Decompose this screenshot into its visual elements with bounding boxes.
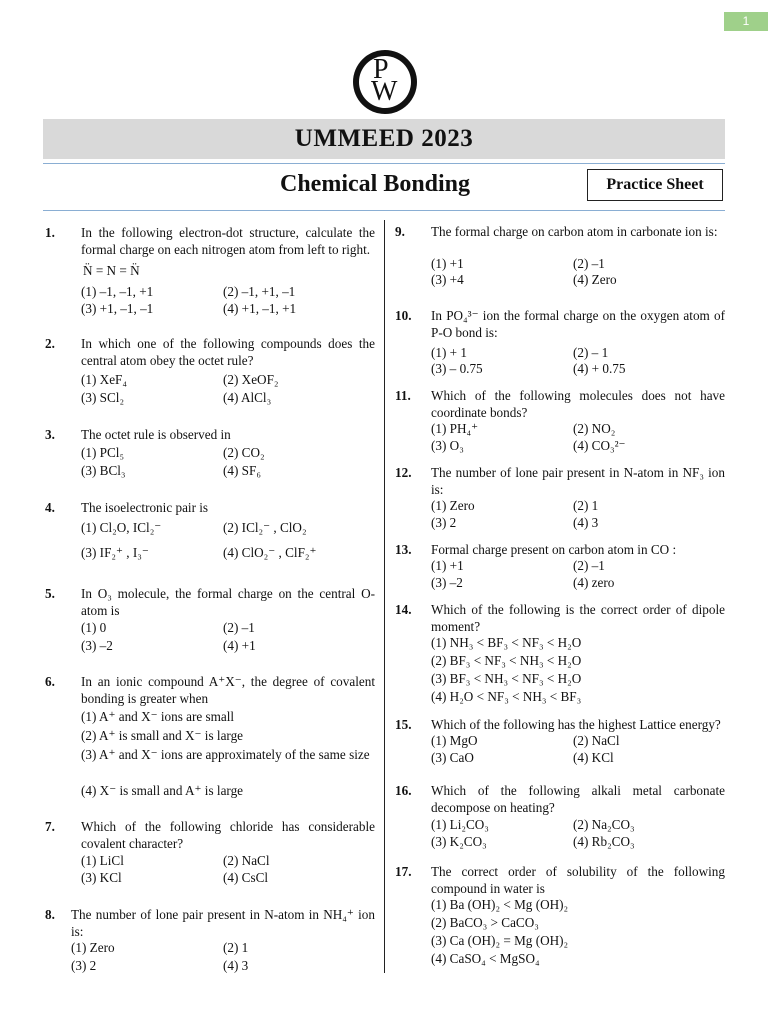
- option-2[interactable]: (2) BF₃ < NF₃ < NH₃ < H₂O: [431, 653, 582, 668]
- option-2[interactable]: (2) –1: [573, 558, 605, 573]
- option-3[interactable]: (3) –2: [431, 575, 463, 590]
- question-text: The formal charge on carbon atom in carbonate ion is:: [431, 224, 718, 239]
- page-number-badge: 1: [724, 12, 768, 31]
- question-number: 8.: [45, 907, 55, 922]
- option-1[interactable]: (1) –1, –1, +1: [81, 284, 154, 299]
- electron-dot-structure: N̈ = N = N̈: [83, 263, 140, 278]
- question-2: [45, 335, 375, 410]
- option-1[interactable]: (1) Zero: [71, 940, 115, 955]
- divider-rule: [43, 163, 725, 164]
- option-3[interactable]: (3) 2: [431, 515, 457, 530]
- question-text: The correct order of solubility of the following compound in water is: [431, 864, 725, 896]
- option-2[interactable]: (2) 1: [223, 940, 249, 955]
- option-2[interactable]: (2) NaCl: [223, 853, 270, 868]
- option-2[interactable]: (2) – 1: [573, 345, 609, 360]
- option-3[interactable]: (3) A⁺ and X⁻ ions are approximately of the same size: [81, 747, 370, 762]
- option-1[interactable]: (1) Cl₂O, ICl₂⁻: [81, 520, 162, 535]
- option-1[interactable]: (1) Li₂CO₃: [431, 817, 489, 832]
- question-text: In PO₄³⁻ ion the formal charge on the oxygen atom of P-O bond is:: [431, 308, 725, 340]
- question-6: [45, 673, 375, 803]
- option-3[interactable]: (3) O₃: [431, 438, 464, 453]
- option-4[interactable]: (4) +1, –1, +1: [223, 301, 297, 316]
- option-4[interactable]: (4) 3: [573, 515, 599, 530]
- question-10: [395, 307, 725, 382]
- option-2[interactable]: (2) –1: [223, 620, 255, 635]
- question-number: 14.: [395, 602, 412, 617]
- question-number: 16.: [395, 783, 412, 798]
- question-12: [395, 464, 725, 534]
- question-16: [395, 782, 725, 852]
- option-1[interactable]: (1) LiCl: [81, 853, 124, 868]
- option-4[interactable]: (4) H₂O < NF₃ < NH₃ < BF₃: [431, 689, 582, 704]
- logo-letter-p: P: [373, 54, 389, 85]
- option-3[interactable]: (3) +1, –1, –1: [81, 301, 154, 316]
- option-1[interactable]: (1) NH₃ < BF₃ < NF₃ < H₂O: [431, 635, 582, 650]
- option-1[interactable]: (1) PCl₅: [81, 445, 125, 460]
- option-3[interactable]: (3) Ca (OH)₂ = Mg (OH)₂: [431, 933, 569, 948]
- question-number: 10.: [395, 308, 412, 323]
- question-4: [45, 499, 375, 569]
- option-4[interactable]: (4) Rb₂CO₃: [573, 834, 635, 849]
- option-1[interactable]: (1) PH₄⁺: [431, 421, 479, 436]
- question-text: The number of lone pair present in N-atom in NH₄⁺ ion is:: [71, 907, 375, 939]
- question-text: The octet rule is observed in: [81, 427, 231, 442]
- question-17: [395, 863, 725, 973]
- column-divider: [384, 220, 385, 973]
- logo-letter-w: W: [371, 76, 398, 107]
- option-3[interactable]: (3) K₂CO₃: [431, 834, 487, 849]
- question-number: 6.: [45, 674, 55, 689]
- question-text: In an ionic compound A⁺X⁻, the degree of covalent bonding is greater when: [81, 674, 375, 706]
- option-1[interactable]: (1) + 1: [431, 345, 468, 360]
- option-3[interactable]: (3) IF₂⁺ , I₃⁻: [81, 545, 149, 560]
- option-2[interactable]: (2) NO₂: [573, 421, 616, 436]
- option-4[interactable]: (4) Zero: [573, 272, 617, 287]
- option-4[interactable]: (4) CsCl: [223, 870, 269, 885]
- option-4[interactable]: (4) 3: [223, 958, 249, 973]
- question-text: The isoelectronic pair is: [81, 500, 209, 515]
- subject-title: Chemical Bonding: [280, 171, 471, 197]
- option-3[interactable]: (3) BCl₃: [81, 463, 126, 478]
- question-text: In the following electron-dot structure, calculate the formal charge on each nitrogen atom from left to right.: [81, 225, 375, 257]
- question-number: 17.: [395, 864, 412, 879]
- option-4[interactable]: (4) AlCl₃: [223, 390, 272, 405]
- question-number: 7.: [45, 819, 55, 834]
- option-1[interactable]: (1) +1: [431, 558, 464, 573]
- question-number: 3.: [45, 427, 55, 442]
- option-2[interactable]: (2) –1: [573, 256, 605, 271]
- question-number: 15.: [395, 717, 412, 732]
- question-text: Formal charge present on carbon atom in CO :: [431, 542, 677, 557]
- option-3[interactable]: (3) BF₃ < NH₃ < NF₃ < H₂O: [431, 671, 582, 686]
- question-text: In which one of the following compounds does the central atom obey the octet rule?: [81, 336, 375, 368]
- option-4[interactable]: (4) X⁻ is small and A⁺ is large: [81, 783, 244, 798]
- option-4[interactable]: (4) CaSO₄ < MgSO₄: [431, 951, 540, 966]
- question-number: 4.: [45, 500, 55, 515]
- question-text: Which of the following molecules does not have coordinate bonds?: [431, 388, 725, 420]
- option-2[interactable]: (2) ICl₂⁻ , ClO₂: [223, 520, 307, 535]
- option-3[interactable]: (3) 2: [71, 958, 97, 973]
- option-1[interactable]: (1) XeF₄: [81, 372, 127, 387]
- question-number: 11.: [395, 388, 411, 403]
- option-4[interactable]: (4) + 0.75: [573, 361, 626, 376]
- question-3: [45, 426, 375, 486]
- question-14: [395, 601, 725, 706]
- question-9: [395, 223, 725, 293]
- option-4[interactable]: (4) SF₆: [223, 463, 261, 478]
- question-number: 2.: [45, 336, 55, 351]
- option-3[interactable]: (3) KCl: [81, 870, 122, 885]
- question-text: The number of lone pair present in N-atom in NF₃ ion is:: [431, 465, 725, 497]
- question-13: [395, 541, 725, 596]
- option-2[interactable]: (2) 1: [573, 498, 599, 513]
- question-number: 13.: [395, 542, 412, 557]
- question-text: Which of the following is the correct order of dipole moment?: [431, 602, 725, 634]
- option-4[interactable]: (4) CO₃²⁻: [573, 438, 626, 453]
- question-11: [395, 387, 725, 457]
- divider-rule: [43, 210, 725, 211]
- question-number: 1.: [45, 225, 55, 240]
- option-3[interactable]: (3) CaO: [431, 750, 474, 765]
- question-number: 12.: [395, 465, 412, 480]
- option-2[interactable]: (2) –1, +1, –1: [223, 284, 296, 299]
- option-2[interactable]: (2) NaCl: [573, 733, 620, 748]
- option-3[interactable]: (3) – 0.75: [431, 361, 483, 376]
- option-1[interactable]: (1) +1: [431, 256, 464, 271]
- question-8: [45, 906, 375, 976]
- practice-sheet-label: Practice Sheet: [587, 169, 723, 201]
- option-4[interactable]: (4) zero: [573, 575, 615, 590]
- question-text: Which of the following alkali metal carbonate decompose on heating?: [431, 783, 725, 815]
- option-2[interactable]: (2) A⁺ is small and X⁻ is large: [81, 728, 244, 743]
- option-3[interactable]: (3) SCl₂: [81, 390, 125, 405]
- option-1[interactable]: (1) A⁺ and X⁻ ions are small: [81, 709, 235, 724]
- question-1: [45, 224, 375, 324]
- option-4[interactable]: (4) ClO₂⁻ , ClF₂⁺: [223, 545, 317, 560]
- question-number: 9.: [395, 224, 405, 239]
- question-number: 5.: [45, 586, 55, 601]
- option-2[interactable]: (2) XeOF₂: [223, 372, 279, 387]
- option-4[interactable]: (4) KCl: [573, 750, 614, 765]
- pw-logo: [353, 50, 417, 114]
- option-2[interactable]: (2) Na₂CO₃: [573, 817, 635, 832]
- option-1[interactable]: (1) MgO: [431, 733, 478, 748]
- option-1[interactable]: (1) 0: [81, 620, 107, 635]
- question-text: In O₃ molecule, the formal charge on the central O-atom is: [81, 586, 375, 618]
- question-text: Which of the following chloride has considerable covalent character?: [81, 819, 375, 851]
- question-5: [45, 585, 375, 655]
- option-2[interactable]: (2) CO₂: [223, 445, 265, 460]
- option-1[interactable]: (1) Ba (OH)₂ < Mg (OH)₂: [431, 897, 569, 912]
- question-text: Which of the following has the highest Lattice energy?: [431, 717, 721, 732]
- question-7: [45, 818, 375, 888]
- option-1[interactable]: (1) Zero: [431, 498, 475, 513]
- option-3[interactable]: (3) +4: [431, 272, 464, 287]
- option-4[interactable]: (4) +1: [223, 638, 256, 653]
- question-15: [395, 716, 725, 771]
- option-3[interactable]: (3) –2: [81, 638, 113, 653]
- banner-title: UMMEED 2023: [43, 119, 725, 159]
- option-2[interactable]: (2) BaCO₃ > CaCO₃: [431, 915, 539, 930]
